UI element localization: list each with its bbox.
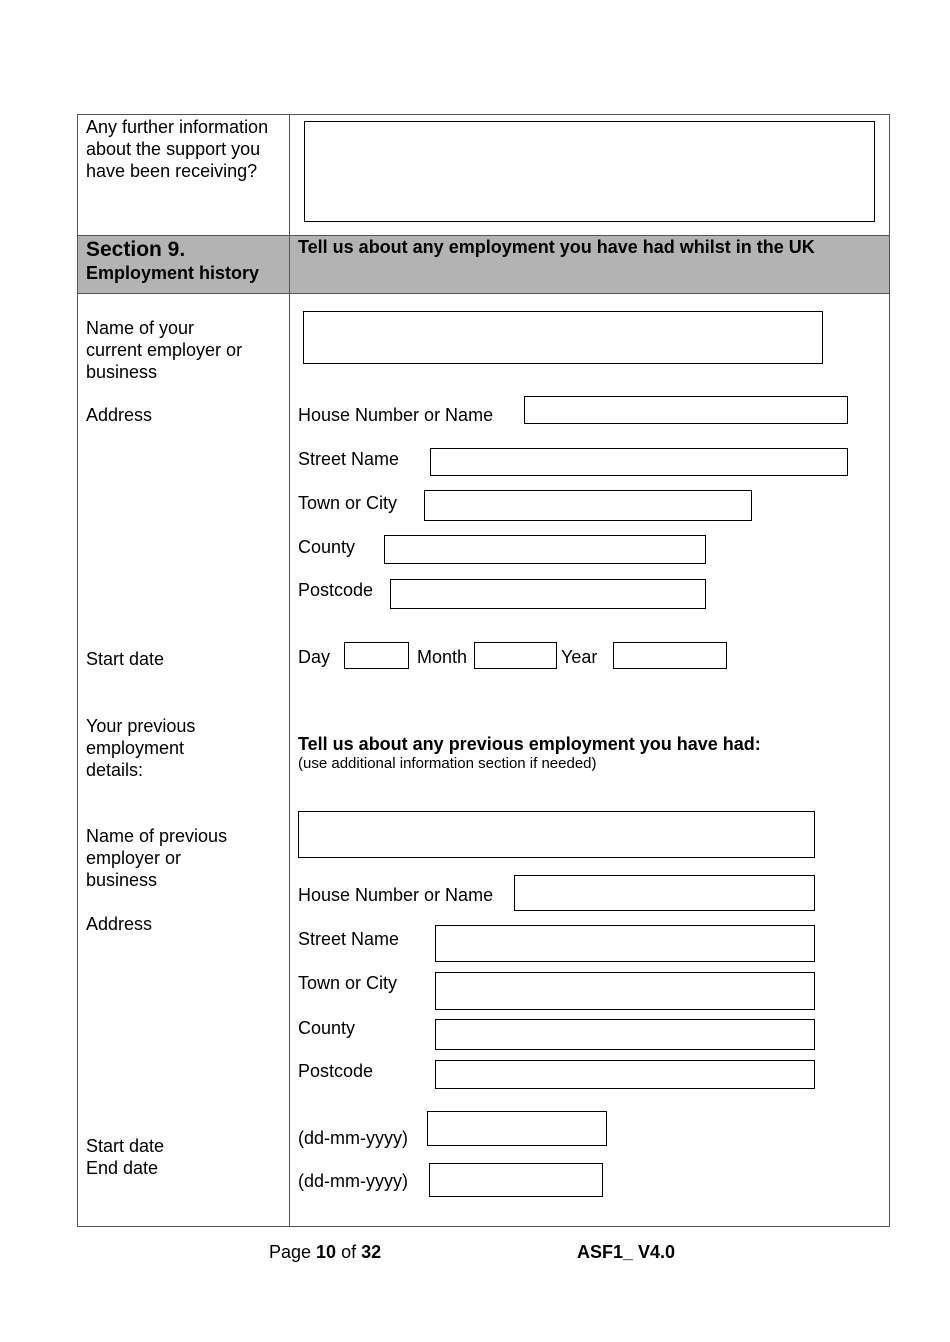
current-county-input[interactable] <box>384 535 706 564</box>
previous-street-input[interactable] <box>435 925 815 962</box>
previous-house-input[interactable] <box>514 875 815 911</box>
current-address-label: Address <box>86 405 153 425</box>
month-input[interactable] <box>474 642 557 669</box>
previous-end-date-label: End date <box>86 1158 159 1178</box>
previous-employer-label: Name of previous employer or business <box>86 826 228 890</box>
section-number: Section 9. <box>86 238 186 261</box>
previous-town-input[interactable] <box>435 972 815 1010</box>
current-employer-label: Name of your current employer or business <box>86 318 243 382</box>
month-label: Month <box>417 647 468 667</box>
previous-start-date-label: Start date <box>86 1136 165 1156</box>
current-town-label: Town or City <box>298 493 398 513</box>
previous-house-label: House Number or Name <box>298 885 494 905</box>
year-label: Year <box>561 647 598 667</box>
row-divider <box>77 293 890 294</box>
current-employer-input[interactable] <box>303 311 823 364</box>
section-heading: Tell us about any employment you have had whilst in the UK <box>298 237 815 257</box>
current-county-label: County <box>298 537 356 557</box>
previous-postcode-input[interactable] <box>435 1060 815 1089</box>
previous-employer-input[interactable] <box>298 811 815 858</box>
column-divider <box>289 114 290 1227</box>
previous-county-input[interactable] <box>435 1019 815 1050</box>
year-input[interactable] <box>613 642 727 669</box>
form-code: ASF1_ V4.0 <box>577 1242 676 1262</box>
current-town-input[interactable] <box>424 490 752 521</box>
further-info-input[interactable] <box>304 121 875 222</box>
previous-note: (use additional information section if needed) <box>298 755 597 772</box>
current-house-label: House Number or Name <box>298 405 494 425</box>
previous-town-label: Town or City <box>298 973 398 993</box>
page-number: Page 10 of 32 <box>269 1242 382 1262</box>
previous-details-label: Your previous employment details: <box>86 716 196 780</box>
current-street-input[interactable] <box>430 448 848 476</box>
current-postcode-label: Postcode <box>298 580 374 600</box>
previous-address-label: Address <box>86 914 153 934</box>
start-date-format-label: (dd-mm-yyyy) <box>298 1128 408 1148</box>
day-input[interactable] <box>344 642 409 669</box>
current-postcode-input[interactable] <box>390 579 706 609</box>
current-house-input[interactable] <box>524 396 848 424</box>
further-info-label: Any further information about the support you have been receiving? <box>86 117 269 181</box>
current-start-date-label: Start date <box>86 649 165 669</box>
previous-street-label: Street Name <box>298 929 400 949</box>
previous-postcode-label: Postcode <box>298 1061 374 1081</box>
previous-end-date-input[interactable] <box>429 1163 603 1197</box>
current-street-label: Street Name <box>298 449 400 469</box>
previous-start-date-input[interactable] <box>427 1111 607 1146</box>
previous-heading: Tell us about any previous employment you have had: <box>298 734 761 754</box>
end-date-format-label: (dd-mm-yyyy) <box>298 1171 408 1191</box>
previous-county-label: County <box>298 1018 356 1038</box>
section-title: Employment history <box>86 263 260 283</box>
day-label: Day <box>298 647 331 667</box>
